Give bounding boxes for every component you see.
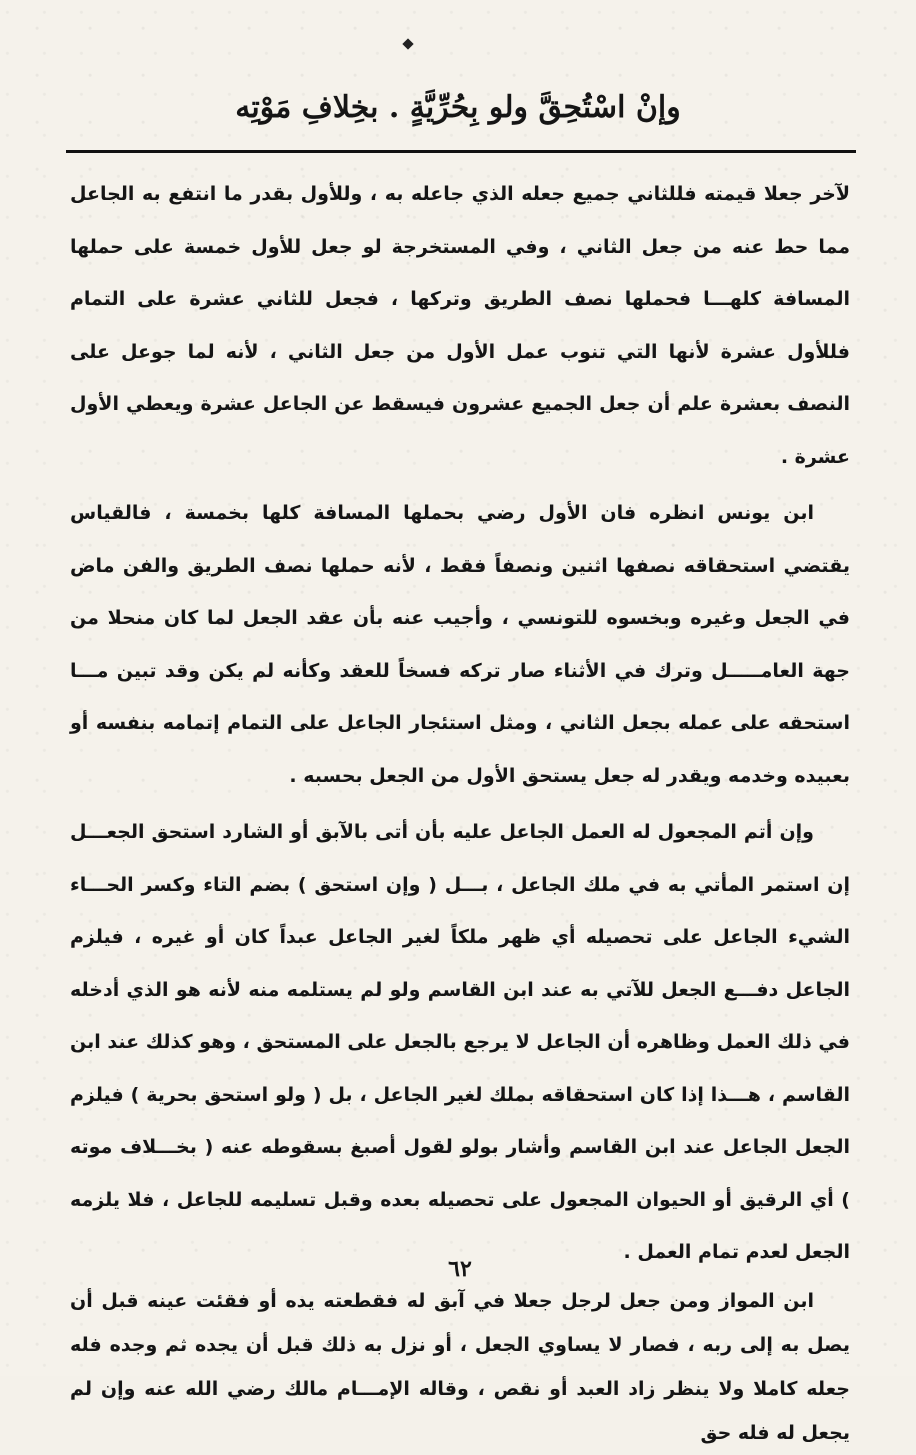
ornament-mark [402,38,413,49]
paragraph: لآخر جعلا قيمته فللثاني جميع جعله الذي جاعله به ، وللأول بقدر ما انتفع به الجاعل مما حط عنه من جعل الثاني ، وفي المستخرجة لو جعل للأول خمسة على حملها المسافة كلهـــا فحملها نصف الطريق وتركها ، فجعل للثاني عشرة على التمام فللأول عشرة لأنها التي تنوب عمل الأول من جعل الثاني ، لأنه لما جوعل على النصف بعشرة علم أن جعل الجميع عشرون فيسقط عن الجاعل عشرة ويعطي الأول عشرة . [70,183,850,468]
running-header: وإنْ اسْتُحِقَّ ولو بِحُرِّيَّةٍ . بخِلافِ مَوْتِه [235,90,681,125]
paragraph: ابن يونس انظره فان الأول رضي بحملها المسافة كلها بخمسة ، فالقياس يقتضي استحقاقه نصفها اثنين ونصفاً فقط ، لأنه حملها نصف الطريق والفن ماض في الجعل وغيره وبخسوه للتونسي ، وأجيب عنه بأن عقد الجعل لما كان منحلا من جهة العامـــــل وترك في الأثناء صار تركه فسخاً للعقد وكأنه لم يكن وقد تبين مـــا استحقه على عمله بجعل الثاني ، ومثل استئجار الجاعل على التمام إتمامه بنفسه أو بعبيده وخدمه ويقدر له جعل يستحق الأول من الجعل بحسبه . [70,502,850,787]
header-rule [66,150,856,153]
paragraph: وإن أتم المجعول له العمل الجاعل عليه بأن أتى بالآبق أو الشارد استحق الجعـــل إن استمر المأتي به في ملك الجاعل ، بـــل ( وإن استحق ) بضم التاء وكسر الحـــاء الشيء الجاعل على تحصيله أي ظهر ملكاً لغير الجاعل عبداً كان أو غيره ، فيلزم الجاعل دفـــع الجعل للآتي به عند ابن القاسم ولو لم يستلمه منه لأنه هو الذي أدخله في ذلك العمل وظاهره أن الجاعل لا يرجع بالجعل على المستحق ، وهو كذلك عند ابن القاسم ، هـــذا إذا كان استحقاقه بملك لغير الجاعل ، بل ( ولو استحق بحرية ) فيلزم الجعل الجاعل عند ابن القاسم وأشار بولو لقول أصبغ بسقوطه عنه ( بخـــلاف موته ) أي الرقيق أو الحيوان المجعول على تحصيله بعده وقبل تسليمه للجاعل ، فلا يلزمه الجعل لعدم تمام العمل . [70,821,850,1263]
page-number: ٦٢ [448,1256,472,1282]
paragraph: ابن المواز ومن جعل لرجل جعلا في آبق له فقطعته يده أو فقئت عينه قبل أن يصل به إلى ربه ، فصار لا يساوي الجعل ، أو نزل به ذلك قبل أن يجده ثم وجده فله جعله كاملا ولا ينظر زاد العبد أو نقص ، وقاله الإمـــام مالك رضي الله عنه وإن لم يجعل له فله حق [70,1289,850,1444]
